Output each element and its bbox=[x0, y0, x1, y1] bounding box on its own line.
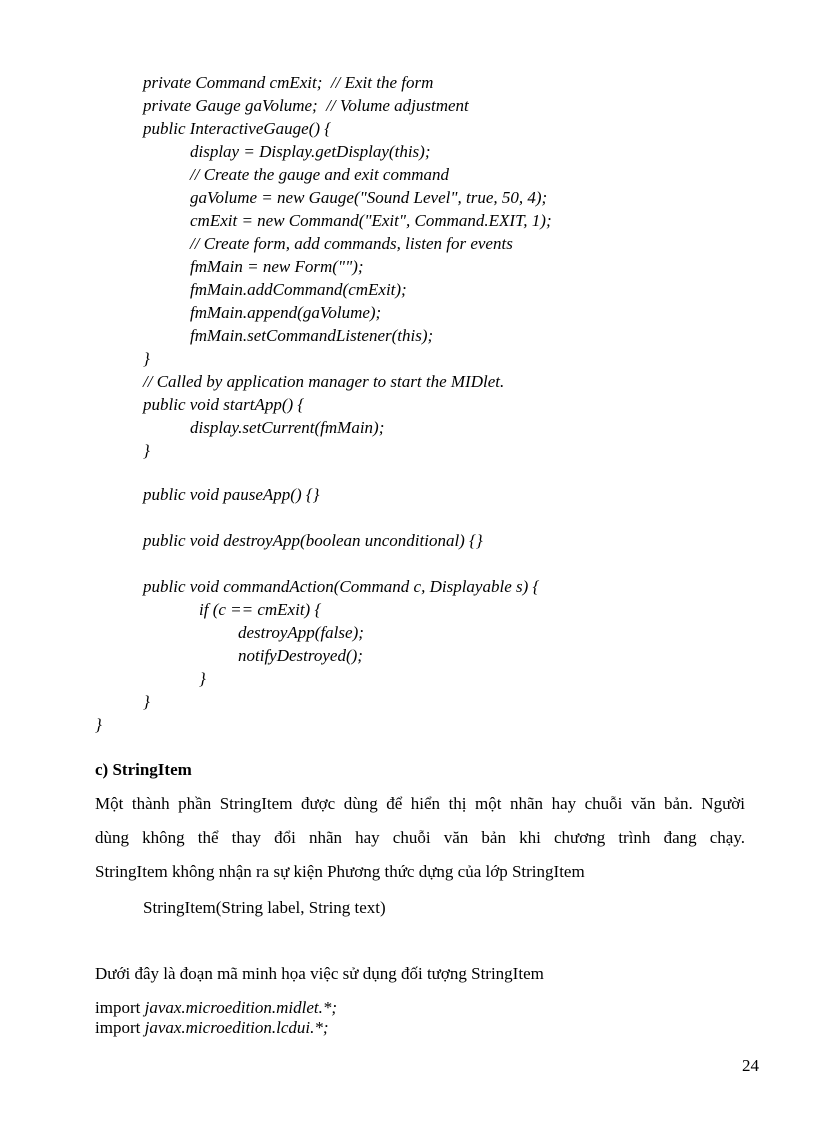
code-line: } bbox=[143, 692, 150, 711]
import-line bbox=[95, 1017, 329, 1039]
code-line: public void startApp() { bbox=[143, 395, 305, 414]
code-line: } bbox=[143, 349, 150, 368]
import-keyword: import bbox=[95, 998, 141, 1017]
import-line bbox=[95, 997, 337, 1019]
section-heading: c) StringItem bbox=[95, 760, 192, 779]
code-line: // Create form, add commands, listen for events bbox=[190, 234, 513, 253]
code-line: fmMain.append(gaVolume); bbox=[190, 303, 382, 322]
code-line: private Command cmExit; // Exit the form bbox=[143, 73, 434, 92]
paragraph-line: Một thành phần StringItem được dùng để hiển thị một nhãn hay chuỗi văn bản. Người bbox=[95, 794, 745, 813]
code-line: notifyDestroyed(); bbox=[238, 646, 363, 665]
code-line: fmMain.setCommandListener(this); bbox=[190, 326, 434, 345]
code-line: public InteractiveGauge() { bbox=[143, 119, 332, 138]
constructor-signature: StringItem(String label, String text) bbox=[143, 898, 386, 917]
code-line: cmExit = new Command("Exit", Command.EXIT, 1); bbox=[190, 211, 552, 230]
code-line: public void commandAction(Command c, Displayable s) { bbox=[143, 577, 540, 596]
code-line: display = Display.getDisplay(this); bbox=[190, 142, 431, 161]
code-line: } bbox=[199, 669, 206, 688]
code-line: // Called by application manager to start the MIDlet. bbox=[143, 372, 505, 391]
code-intro-text: Dưới đây là đoạn mã minh họa việc sử dụng đối tượng StringItem bbox=[95, 964, 544, 983]
page-number: 24 bbox=[742, 1056, 759, 1075]
code-line: fmMain = new Form(""); bbox=[190, 257, 364, 276]
import-path: javax.microedition.midlet.*; bbox=[144, 998, 338, 1017]
import-keyword: import bbox=[95, 1018, 141, 1037]
paragraph-line: StringItem không nhận ra sự kiện Phương thức dựng của lớp StringItem bbox=[95, 862, 585, 881]
code-line: if (c == cmExit) { bbox=[199, 600, 322, 619]
import-path: javax.microedition.lcdui.*; bbox=[144, 1018, 329, 1037]
paragraph-line: dùng không thể thay đổi nhãn hay chuỗi văn bản khi chương trình đang chạy. bbox=[95, 828, 745, 847]
code-line: } bbox=[143, 441, 150, 460]
code-line: public void pauseApp() {} bbox=[143, 485, 320, 504]
code-line: private Gauge gaVolume; // Volume adjustment bbox=[143, 96, 469, 115]
code-line: gaVolume = new Gauge("Sound Level", true, 50, 4); bbox=[190, 188, 548, 207]
code-line: public void destroyApp(boolean unconditional) {} bbox=[143, 531, 483, 550]
code-line: } bbox=[95, 715, 102, 734]
code-line: display.setCurrent(fmMain); bbox=[190, 418, 385, 437]
code-line: destroyApp(false); bbox=[238, 623, 364, 642]
code-line: // Create the gauge and exit command bbox=[190, 165, 450, 184]
code-line: fmMain.addCommand(cmExit); bbox=[190, 280, 407, 299]
